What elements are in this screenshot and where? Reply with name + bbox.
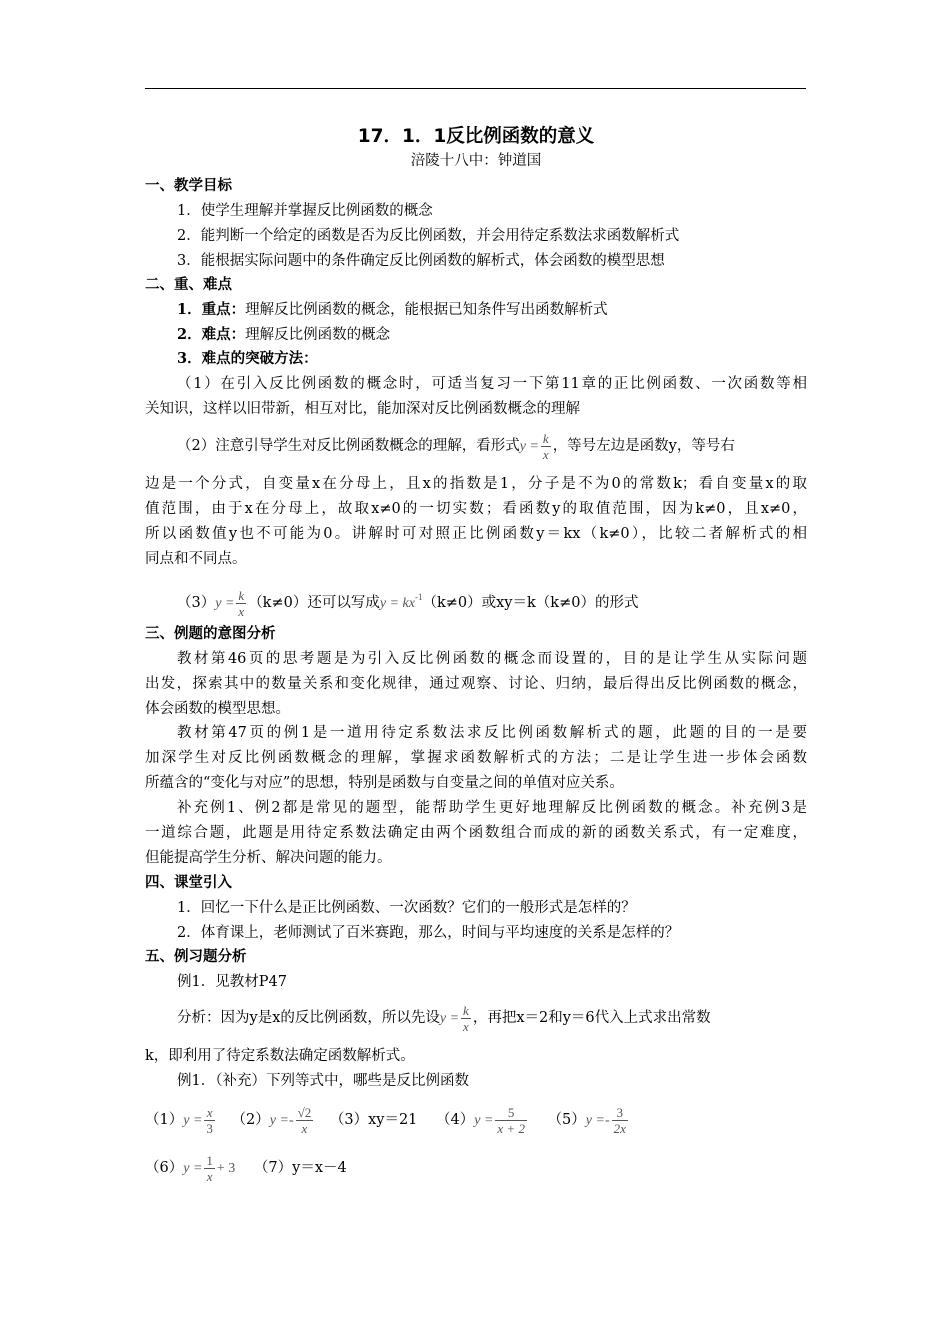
option-5-label: （5）: [547, 1112, 586, 1128]
fraction-denominator: x: [542, 447, 549, 463]
method-p1-line2: 关知识，这样以旧带新，相互对比，能加深对反比例函数概念的理解: [145, 401, 580, 417]
option-6-formula: [183, 1153, 236, 1185]
goal-item-1: 1．使学生理解并掌握反比例函数的概念: [177, 203, 433, 219]
option-6-label: （6）: [145, 1160, 184, 1176]
intent-p1-line2: 出发，探索其中的数量关系和变化规律，通过观察、讨论、归纳，最后得出反比例函数的概念，: [145, 676, 807, 692]
method-p2-line4: 所以函数值y也不可能为0。讲解时可对照正比例函数y＝kx（k≠0），比较二者解析式的相: [145, 526, 807, 542]
intent-p2-line2: 加深学生对反比例函数概念的理解，掌握求函数解析式的方法；二是让学生进一步体会函数: [145, 750, 807, 766]
key-point: [145, 299, 807, 321]
fraction: [204, 1153, 215, 1184]
formula-y-eq-k-over-x: [215, 588, 248, 620]
goal-item-2: 2．能判断一个给定的函数是否为反比例函数，并会用待定系数法求函数解析式: [177, 228, 680, 244]
page-title: 17．1．1反比例函数的意义: [357, 126, 595, 147]
fraction-numerator: x: [204, 1105, 215, 1121]
method-p2-line5: 同点和不同点。: [145, 551, 247, 567]
fraction-denominator: x: [463, 1019, 469, 1035]
intro-item-2: 2．体育课上，老师测试了百米赛跑，那么，时间与平均速度的关系是怎样的？: [177, 925, 680, 941]
difficult-point-text: 理解反比例函数的概念: [245, 327, 391, 343]
formula-y-eq-k-over-x: [439, 1003, 473, 1035]
method-p2-line3: 值范围，由于x在分母上，故取x≠0的一切实数；看函数y的取值范围，因为k≠0，且x≠0，: [145, 501, 807, 517]
fraction-denominator: x + 2: [497, 1121, 525, 1137]
intro-item-1: 1．回忆一下什么是正比例函数、一次函数？它们的一般形式是怎样的？: [177, 900, 636, 916]
fraction: [541, 431, 551, 462]
fraction: [495, 1105, 527, 1136]
difficult-point-label: 2．难点：: [177, 326, 246, 343]
method-p2-post: ，等号左边是函数y，等号右: [552, 438, 735, 454]
method-p2-pre: （2）注意引导学生对反比例函数概念的理解，看形式: [177, 438, 520, 454]
formula-y-eq: y =: [183, 1161, 203, 1176]
fraction-denominator: x: [301, 1121, 308, 1137]
section-heading-goals: 一、教学目标: [145, 177, 232, 194]
fraction-numerator: 3: [612, 1105, 628, 1121]
section-heading-intro: 四、课堂引入: [145, 874, 232, 891]
option-2-formula: [269, 1105, 315, 1137]
method-p3-mid1: （k≠0）还可以写成: [248, 595, 380, 611]
formula-y-eq: y =: [439, 1011, 460, 1026]
formula-y-eq: y =: [379, 596, 400, 611]
method-heading: 3．难点的突破方法：: [177, 350, 318, 367]
analysis-pre: 分析：因为y是x的反比例函数，所以先设: [177, 1010, 440, 1026]
fraction: [236, 588, 246, 619]
fraction-numerator: 5: [495, 1105, 527, 1121]
formula-exponent: -1: [414, 592, 423, 602]
formula-plus-3: + 3: [216, 1161, 236, 1176]
option-1-label: （1）: [145, 1112, 184, 1128]
formula-y-eq: y =: [269, 1113, 289, 1128]
fraction-denominator: 2x: [613, 1121, 626, 1137]
options-row-1: [145, 1100, 807, 1140]
fraction: [461, 1003, 471, 1034]
section-heading-exercises: 五、例习题分析: [145, 948, 247, 965]
formula-y-eq-k-over-x: [519, 431, 553, 463]
goal-item-3: 3．能根据实际问题中的条件确定反比例函数的解析式，体会函数的模型思想: [177, 253, 665, 269]
intent-p2-line1: 教材第47页的例1是一道用待定系数法求反比例函数解析式的题，此题的目的一是要: [177, 725, 807, 741]
method-p2-line1: [145, 426, 807, 466]
section-heading-keypoints: 二、重、难点: [145, 276, 232, 293]
option-4-label: （4）: [436, 1112, 475, 1128]
fraction: [296, 1105, 314, 1136]
method-p3-line: [145, 577, 807, 620]
fraction-denominator: x: [206, 1169, 213, 1185]
analysis-line2: k，即利用了待定系数法确定函数解析式。: [145, 1048, 415, 1064]
formula-kx: kx: [402, 596, 415, 611]
intent-p2-line3: 所蕴含的“变化与对应”的思想，特别是函数与自变量之间的单值对应关系。: [145, 775, 624, 791]
option-1-formula: [183, 1105, 217, 1137]
method-p1-line1: （1）在引入反比例函数的概念时，可适当复习一下第11章的正比例函数、一次函数等相: [177, 376, 807, 392]
minus-sign: -: [604, 1113, 610, 1128]
method-p2-line2: 边是一个分式，自变量x在分母上，且x的指数是1，分子是不为0的常数k；看自变量x的取: [145, 476, 807, 492]
formula-y-eq: y =: [474, 1113, 494, 1128]
method-p3-pre: （3）: [177, 595, 216, 611]
key-point-label: 1．重点：: [177, 301, 246, 318]
formula-y-eq: y =: [183, 1113, 203, 1128]
option-7: （7）y＝x－4: [253, 1160, 347, 1176]
header-rule: [145, 88, 806, 89]
analysis-line1: [145, 998, 807, 1038]
fraction-numerator: k: [463, 1003, 469, 1019]
fraction: [204, 1105, 215, 1136]
minus-sign: -: [288, 1113, 294, 1128]
intent-p1-line3: 体会函数的模型思想。: [145, 701, 290, 717]
option-3: （3）xy＝21: [329, 1112, 418, 1128]
option-4-formula: [474, 1105, 529, 1137]
intent-p3-line2: 一道综合题，此题是用待定系数法确定由两个函数组合而成的新的函数关系式，有一定难度，: [145, 825, 807, 841]
options-row-2: [145, 1148, 807, 1188]
fraction-denominator: 3: [206, 1121, 213, 1137]
intent-p1-line1: 教材第46页的思考题是为引入反比例函数的概念而设置的，目的是让学生从实际问题: [177, 651, 807, 667]
key-point-text: 理解反比例函数的概念，能根据已知条件写出函数解析式: [245, 302, 608, 318]
method-p3-mid2: （k≠0）或xy＝k（k≠0）的形式: [422, 595, 639, 611]
intent-p3-line1: 补充例1、例2都是常见的题型，能帮助学生更好地理解反比例函数的概念。补充例3是: [177, 800, 807, 816]
example-1: 例1．见教材P47: [177, 974, 287, 990]
difficult-point: [145, 324, 807, 346]
formula-y-eq: y =: [215, 596, 235, 611]
formula-y-eq-kx-inverse: [379, 592, 423, 611]
intent-p3-line3: 但能提高学生分析、解决问题的能力。: [145, 850, 392, 866]
fraction-numerator: √2: [297, 1105, 312, 1121]
analysis-post: ，再把x＝2和y＝6代入上式求出常数: [472, 1010, 711, 1026]
formula-y-eq: y =: [519, 439, 539, 454]
author-line: 涪陵十八中：钟道国: [410, 153, 542, 169]
fraction-numerator: 1: [206, 1153, 213, 1169]
fraction-numerator: k: [238, 588, 245, 604]
fraction: [612, 1105, 628, 1136]
formula-y-eq: y =: [585, 1113, 605, 1128]
section-heading-examples-intent: 三、例题的意图分析: [145, 625, 276, 642]
fraction-denominator: x: [238, 604, 245, 620]
option-2-label: （2）: [231, 1112, 270, 1128]
fraction-numerator: k: [542, 431, 549, 447]
example-1-supplement: 例1．（补充）下列等式中，哪些是反比例函数: [177, 1073, 469, 1089]
option-5-formula: [585, 1105, 630, 1137]
